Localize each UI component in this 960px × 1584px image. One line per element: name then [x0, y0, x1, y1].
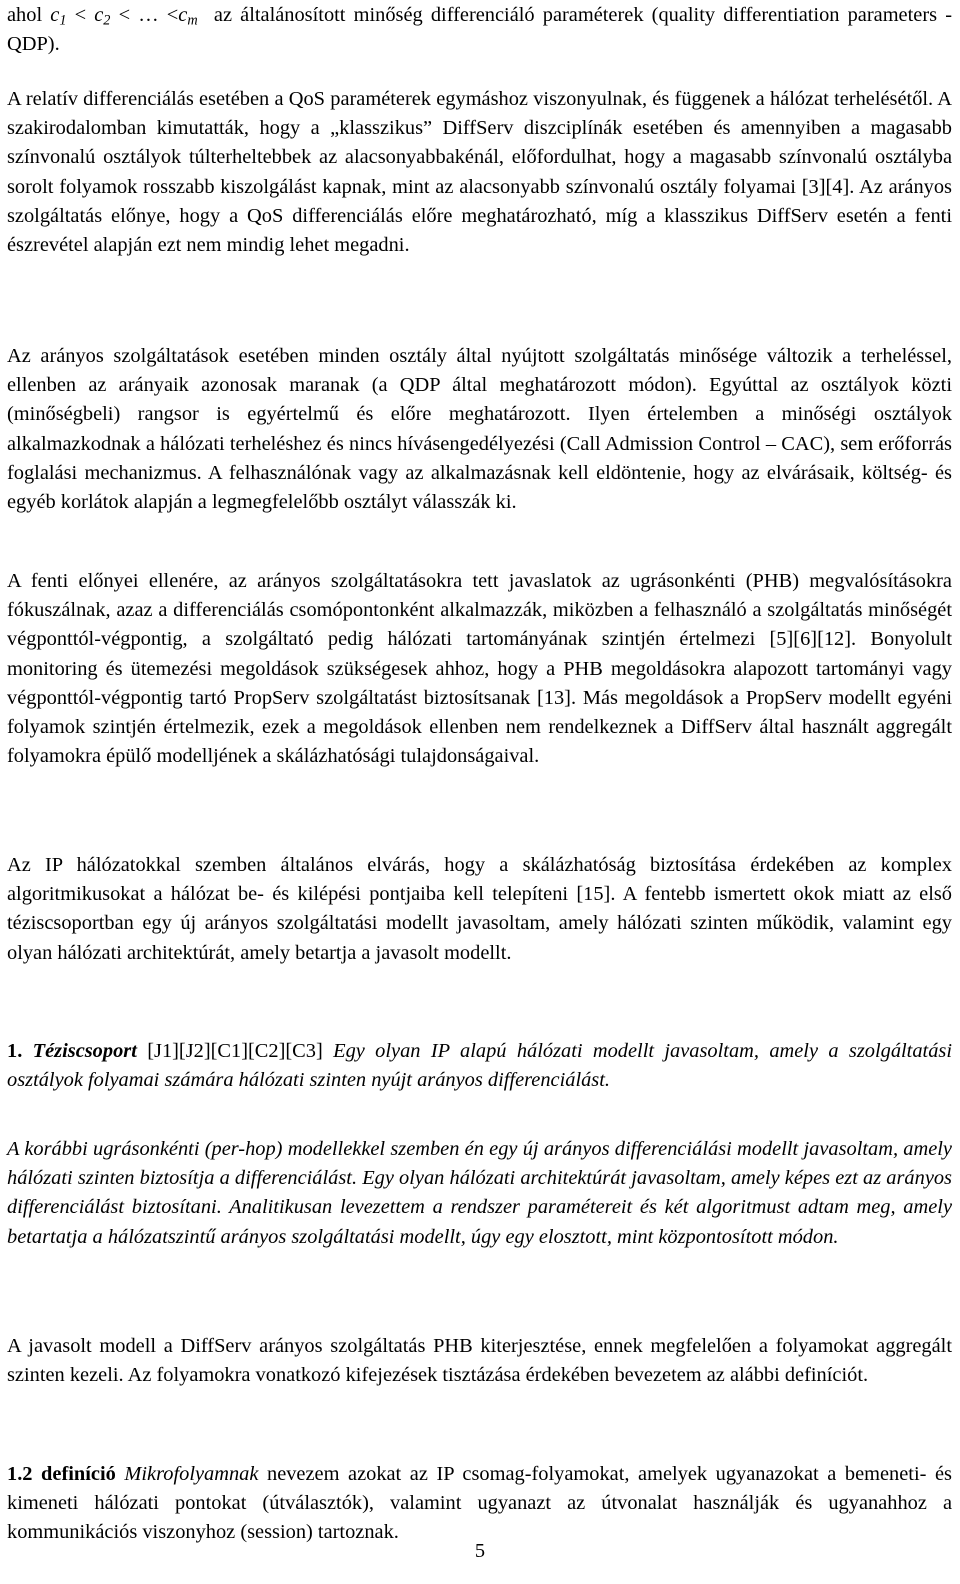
cm-symbol	[178, 4, 198, 29]
thesis-refs: [J1][J2][C1][C2][C3]	[136, 1040, 334, 1062]
thesis-number: 1.	[7, 1040, 23, 1062]
paragraph-proportional-services: Az arányos szolgáltatások esetében minden osztály által nyújtott szolgáltatás minősége változik a terheléssel, ellenben az arányaik azonosak maranak (a QDP által meghatározott módon). Egyúttal az osztályok közti (minőségbeli) rangsor is egyértelmű és előre meghatározott. Ilyen értelemben a minőségi osztályok alkalmazkodnak a hálózati terheléshez és nincs hívásengedélyezési (Call Admission Control – CAC), sem erőforrás foglalási mechanizmus. A felhasználónak vagy az alkalmazásnak kell eldöntenie, hogy az elvárásaik, költség- és egyéb korlátok alapján a legmegfelelőbb osztályt válasszák ki.	[7, 345, 952, 514]
thesis-heading	[7, 1037, 952, 1095]
c1-subscript: 1	[59, 12, 67, 29]
definition-paragraph	[7, 1460, 952, 1548]
paragraph-qdp-definition	[7, 1, 958, 59]
c2-subscript: 2	[103, 12, 111, 29]
c1-symbol	[50, 4, 67, 29]
page-number: 5	[474, 1540, 486, 1562]
c1-letter: c	[50, 4, 60, 26]
paragraph-relative-differentiation: A relatív differenciálás esetében a QoS paraméterek egymáshoz viszonyulnak, és függenek a hálózat terhelésétől. A szakirodalomban kimutatták, hogy a „klasszikus” DiffServ diszciplínák esetében és amennyiben a magasabb színvonalú osztályok túlterheltebbek az alacsonyabbakénál, előfordulhat, hogy a magasabb színvonalú osztályba sorolt folyamok rosszabb kiszolgálást kapnak, mint az alacsonyabb színvonalú osztály folyamai [3][4]. Az arányos szolgáltatás előnye, hogy a QoS differenciálás előre meghatározható, míg a klasszikus DiffServ esetén a fenti észrevétel alapján ezt nem mindig lehet megadni.	[7, 88, 952, 257]
c2-letter: c	[94, 4, 104, 26]
cm-letter: c	[178, 4, 188, 26]
less-than-1: <	[66, 4, 95, 26]
definition-text: nevezem azokat az IP csomag-folyamokat, amelyek ugyanazokat a bemeneti- és kimeneti hálózati pontokat (útválasztók), valamint ugyanazt az útvonalat használják és ugyanahhoz a kommunikációs viszonyhoz (session) tartoznak.	[7, 1463, 952, 1544]
thesis-summary-text: A korábbi ugrásonkénti (per-hop) modellekkel szemben én egy új arányos differenciálási modellt javasoltam, amely hálózati szinten biztosítja a differenciálást. Egy olyan hálózati architektúrát javasoltam, amely képes ezt az arányos differenciálást biztosítani. Analitikusan levezettem a rendszer paramétereit és két algoritmust adtam meg, amely betartatja a hálózatszintű arányos szolgáltatási modellt, úgy egy elosztott, mint központosított módon.	[7, 1138, 952, 1248]
paragraph-thesis-summary	[7, 1135, 952, 1252]
c2-symbol	[94, 4, 111, 29]
cm-subscript: m	[187, 12, 198, 29]
definition-term: Mikrofolyamnak	[124, 1463, 259, 1485]
paragraph-phb-limitations: A fenti előnyei ellenére, az arányos szolgáltatásokra tett javaslatok az ugrásonkénti (PHB) megvalósításokra fókuszálnak, azaz a differenciálás csomópontonként alkalmazzák, miközben a felhasználó a szolgáltatás minőségét végponttól-végpontig, a szolgáltató pedig hálózati tartományának szintjén értelmezi [5][6][12]. Bonyolult monitoring és ütemezési megoldások szükségesek ahhoz, hogy a PHB megoldásokra alapozott tartományi vagy végponttól-végpontig tartó PropServ szolgáltatást biztosítsanak [13]. Más megoldások a PropServ modellt egyéni folyamok szintjén értelmezik, ezek a megoldások ellenben nem rendelkeznek a DiffServ által használt aggregált folyamokra épülő modelljének a skálázhatósági tulajdonságaival.	[7, 570, 952, 768]
qdp-rest-text: az általánosított minőség differenciáló paraméterek (quality differentiation parameters - QDP).	[7, 4, 958, 56]
paragraph-ip-scalability: Az IP hálózatokkal szemben általános elvárás, hogy a skálázhatóság biztosítása érdekében az komplex algoritmikusokat a hálózat be- és kilépési pontjaiba kell telepíteni [15]. A fentebb ismertett okok miatt az első téziscsoportban egy új arányos szolgáltatási modellt javasoltam, amely hálózati szinten működik, valamint egy olyan hálózati architektúrát, amely betartja a javasolt modellt.	[7, 854, 952, 964]
paragraph-model-extension: A javasolt modell a DiffServ arányos szolgáltatás PHB kiterjesztése, ennek megfelelően a folyamokat aggregált szinten kezeli. Az folyamokra vonatkozó kifejezések tisztázása érdekében bevezetem az alábbi definíciót.	[7, 1335, 952, 1387]
qdp-lead-text: ahol	[7, 4, 51, 26]
definition-number: 1.2 definíció	[7, 1463, 116, 1485]
thesis-statement: Egy olyan IP alapú hálózati modellt javasoltam, amely a szolgáltatási osztályok folyamai számára hálózati szinten nyújt arányos differenciálást.	[7, 1040, 953, 1092]
less-than-ellipsis: < … <	[110, 4, 179, 26]
thesis-title: Téziscsoport	[32, 1040, 137, 1062]
